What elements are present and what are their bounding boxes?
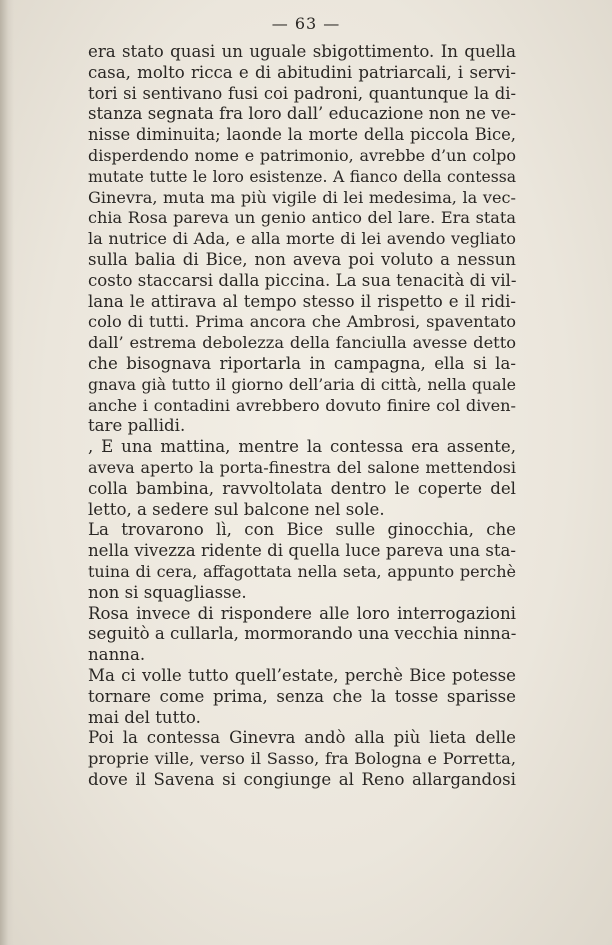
page-binding-shadow bbox=[0, 0, 14, 945]
text-line: mai del tutto. bbox=[88, 707, 201, 727]
text-line: proprie ville, verso il Sasso, fra Bologna e Porretta, bbox=[88, 749, 516, 769]
text-line: letto, a sedere sul balcone nel sole. bbox=[88, 499, 385, 519]
text-line: tuina di cera, affagottata nella seta, appunto perchè bbox=[88, 561, 516, 581]
text-line: non si squagliasse. bbox=[88, 582, 247, 602]
text-line: era stato quasi un uguale sbigottimento. In quella bbox=[88, 42, 516, 61]
text-line: Ma ci volle tutto quell’estate, perchè Bice potesse bbox=[88, 665, 516, 685]
text-line: che bisognava riportarla in campagna, ella si la- bbox=[88, 353, 516, 373]
text-line: nella vivezza ridente di quella luce pareva una sta- bbox=[88, 541, 516, 561]
text-line: sulla balia di Bice, non aveva poi voluto a nessun bbox=[88, 249, 516, 269]
text-line: La trovarono lì, con Bice sulle ginocchia, che bbox=[88, 520, 516, 540]
text-line: nanna. bbox=[88, 645, 146, 665]
text-line: stanza segnata fra loro dall’ educazione non ne ve- bbox=[88, 104, 516, 124]
text-line: , E una mattina, mentre la contessa era assente, bbox=[88, 437, 516, 457]
text-line: tori si sentivano fusi coi padroni, quantunque la di- bbox=[88, 83, 516, 103]
text-line: costo staccarsi dalla piccina. La sua tenacità di vil- bbox=[88, 270, 517, 290]
text-line: dove il Savena si congiunge al Reno allargandosi bbox=[88, 769, 516, 789]
text-line: dall’ estrema debolezza della fanciulla avesse detto bbox=[88, 333, 516, 353]
text-line: tornare come prima, senza che la tosse sparisse bbox=[88, 686, 516, 706]
text-line: colo di tutti. Prima ancora che Ambrosi, spaventato bbox=[88, 312, 516, 332]
text-line: aveva aperto la porta-finestra del salone mettendosi bbox=[88, 457, 516, 477]
text-line: Rosa invece di rispondere alle loro interrogazioni bbox=[88, 603, 516, 623]
text-line: seguitò a cullarla, mormorando una vecchia ninna- bbox=[88, 624, 517, 644]
text-line: colla bambina, ravvoltolata dentro le coperte del bbox=[88, 478, 516, 498]
body-text bbox=[88, 42, 516, 791]
text-line: Ginevra, muta ma più vigile di lei medesima, la vec- bbox=[88, 187, 516, 207]
text-line: casa, molto ricca e di abitudini patriarcali, i servi- bbox=[88, 62, 516, 82]
text-line: tare pallidi. bbox=[88, 416, 186, 436]
text-line: disperdendo nome e patrimonio, avrebbe d’un colpo bbox=[88, 145, 516, 165]
text-line: anche i contadini avrebbero dovuto finire col diven- bbox=[88, 395, 516, 415]
text-line: lana le attirava al tempo stesso il rispetto e il ridi- bbox=[88, 291, 516, 311]
text-line: gnava già tutto il giorno dell’aria di città, nella quale bbox=[88, 374, 516, 394]
page-number: — 63 — bbox=[271, 14, 341, 33]
text-line: mutate tutte le loro esistenze. A fianco della contessa bbox=[88, 167, 516, 186]
text-line: la nutrice di Ada, e alla morte di lei avendo vegliato bbox=[88, 229, 516, 249]
text-line: chia Rosa pareva un genio antico del lare. Era stata bbox=[88, 208, 516, 228]
text-line: nisse diminuita; laonde la morte della piccola Bice, bbox=[88, 125, 516, 145]
text-line: Poi la contessa Ginevra andò alla più lieta delle bbox=[88, 728, 516, 748]
